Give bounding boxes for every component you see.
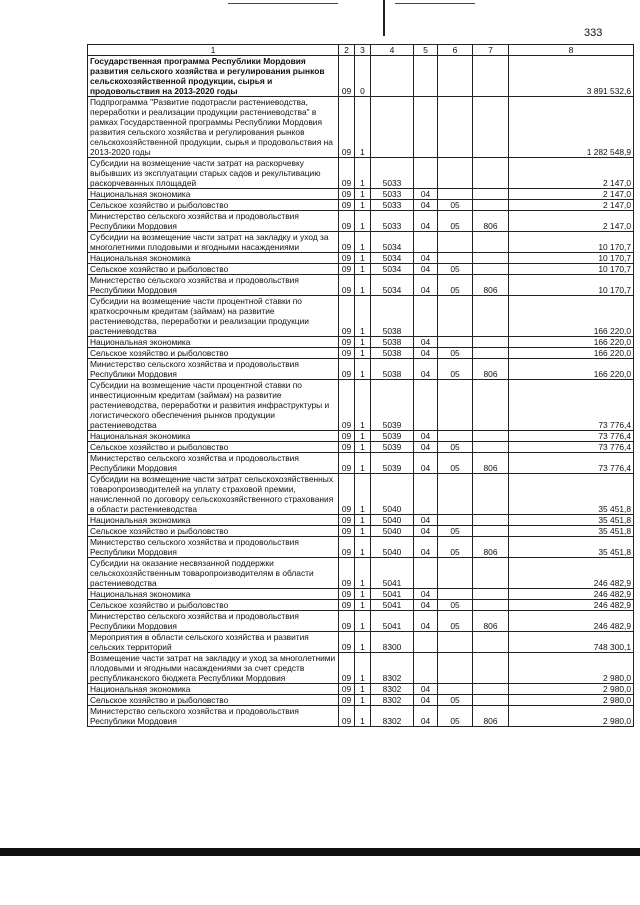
code-cell: 04 (414, 348, 438, 359)
header-row (88, 45, 634, 56)
table-row (88, 706, 634, 727)
amount-cell: 10 170,7 (509, 264, 634, 275)
code-cell: 806 (473, 453, 509, 474)
code-cell: 806 (473, 706, 509, 727)
table-row (88, 296, 634, 337)
code-cell (473, 684, 509, 695)
code-cell (438, 296, 473, 337)
code-cell: 806 (473, 275, 509, 296)
row-name-cell: Министерство сельского хозяйства и продовольствия Республики Мордовия (88, 706, 339, 727)
code-cell: 09 (339, 442, 355, 453)
table-row (88, 515, 634, 526)
code-cell: 09 (339, 695, 355, 706)
code-cell: 09 (339, 359, 355, 380)
table-row (88, 97, 634, 158)
code-cell (473, 158, 509, 189)
code-cell: 09 (339, 211, 355, 232)
code-cell (473, 97, 509, 158)
code-cell: 04 (414, 684, 438, 695)
code-cell: 8302 (371, 684, 414, 695)
table-row (88, 453, 634, 474)
code-cell: 806 (473, 359, 509, 380)
code-cell (438, 97, 473, 158)
code-cell (473, 600, 509, 611)
amount-cell: 246 482,9 (509, 611, 634, 632)
amount-cell: 10 170,7 (509, 253, 634, 264)
amount-cell: 35 451,8 (509, 474, 634, 515)
code-cell: 1 (355, 211, 371, 232)
code-cell (473, 653, 509, 684)
table-row (88, 632, 634, 653)
table-row (88, 232, 634, 253)
amount-cell: 3 891 532,6 (509, 56, 634, 97)
code-cell: 09 (339, 537, 355, 558)
amount-cell: 2 980,0 (509, 653, 634, 684)
code-cell: 5034 (371, 264, 414, 275)
binding-mark (383, 0, 385, 36)
code-cell: 1 (355, 611, 371, 632)
code-cell: 09 (339, 275, 355, 296)
row-name-cell: Мероприятия в области сельского хозяйства и развития сельских территорий (88, 632, 339, 653)
code-cell (473, 200, 509, 211)
code-cell (473, 589, 509, 600)
code-cell: 09 (339, 56, 355, 97)
code-cell (438, 558, 473, 589)
scan-edge-bar (0, 848, 640, 856)
code-cell: 05 (438, 526, 473, 537)
code-cell (438, 474, 473, 515)
code-cell: 09 (339, 232, 355, 253)
code-cell (473, 632, 509, 653)
table-row (88, 348, 634, 359)
table-row (88, 264, 634, 275)
code-cell: 04 (414, 537, 438, 558)
amount-cell: 2 147,0 (509, 189, 634, 200)
code-cell: 09 (339, 431, 355, 442)
code-cell: 09 (339, 296, 355, 337)
code-cell: 1 (355, 474, 371, 515)
code-cell: 1 (355, 442, 371, 453)
row-name-cell: Государственная программа Республики Мордовия развития сельского хозяйства и регулирования рынков сельскохозяйственной продукции, сырья и продовольствия на 2013-2020 годы (88, 56, 339, 97)
code-cell: 806 (473, 537, 509, 558)
table-row (88, 695, 634, 706)
code-cell: 05 (438, 600, 473, 611)
row-name-cell: Субсидии на возмещение части затрат на раскорчевку выбывших из эксплуатации старых садов и рекультивацию раскорчеванных площадей (88, 158, 339, 189)
code-cell (414, 232, 438, 253)
row-name-cell: Национальная экономика (88, 337, 339, 348)
amount-cell: 166 220,0 (509, 296, 634, 337)
table-row (88, 158, 634, 189)
code-cell: 5041 (371, 600, 414, 611)
code-cell (414, 558, 438, 589)
code-cell: 1 (355, 684, 371, 695)
code-cell (414, 56, 438, 97)
code-cell: 1 (355, 158, 371, 189)
amount-cell: 35 451,8 (509, 526, 634, 537)
code-cell: 8300 (371, 632, 414, 653)
amount-cell: 2 147,0 (509, 200, 634, 211)
table-row (88, 526, 634, 537)
code-cell: 1 (355, 695, 371, 706)
code-cell: 09 (339, 264, 355, 275)
code-cell: 1 (355, 431, 371, 442)
code-cell (414, 632, 438, 653)
row-name-cell: Национальная экономика (88, 589, 339, 600)
code-cell (473, 253, 509, 264)
code-cell: 806 (473, 611, 509, 632)
header-cell: 6 (438, 45, 473, 56)
row-name-cell: Сельское хозяйство и рыболовство (88, 442, 339, 453)
code-cell: 09 (339, 526, 355, 537)
amount-cell: 748 300,1 (509, 632, 634, 653)
top-rule-right (395, 3, 475, 4)
code-cell: 05 (438, 200, 473, 211)
table-row (88, 189, 634, 200)
code-cell: 5034 (371, 275, 414, 296)
code-cell: 09 (339, 189, 355, 200)
code-cell: 04 (414, 200, 438, 211)
code-cell: 09 (339, 337, 355, 348)
code-cell (438, 431, 473, 442)
code-cell: 05 (438, 442, 473, 453)
code-cell: 04 (414, 442, 438, 453)
code-cell: 09 (339, 632, 355, 653)
code-cell (438, 189, 473, 200)
code-cell: 5039 (371, 431, 414, 442)
table-row (88, 380, 634, 431)
code-cell: 8302 (371, 695, 414, 706)
row-name-cell: Подпрограмма "Развитие подотрасли растениеводства, переработки и реализации продукции растениеводства" в рамках Государственной программы Республики Мордовия развития сельского хозяйства и регулирования рынков сельскохозяйственной продукции, сырья и продовольствия на 2013-2020 годы (88, 97, 339, 158)
code-cell (473, 558, 509, 589)
code-cell: 1 (355, 337, 371, 348)
amount-cell: 10 170,7 (509, 275, 634, 296)
code-cell (473, 296, 509, 337)
row-name-cell: Субсидии на оказание несвязанной поддержки сельскохозяйственным товаропроизводителям в области растениеводства (88, 558, 339, 589)
code-cell: 05 (438, 453, 473, 474)
amount-cell: 246 482,9 (509, 600, 634, 611)
header-cell: 4 (371, 45, 414, 56)
row-name-cell: Сельское хозяйство и рыболовство (88, 264, 339, 275)
code-cell (438, 56, 473, 97)
code-cell: 1 (355, 453, 371, 474)
code-cell: 04 (414, 431, 438, 442)
code-cell: 1 (355, 264, 371, 275)
code-cell (414, 474, 438, 515)
code-cell: 5038 (371, 296, 414, 337)
code-cell (438, 253, 473, 264)
row-name-cell: Сельское хозяйство и рыболовство (88, 695, 339, 706)
code-cell: 5038 (371, 337, 414, 348)
code-cell (473, 695, 509, 706)
code-cell: 1 (355, 200, 371, 211)
header-cell: 8 (509, 45, 634, 56)
code-cell (438, 232, 473, 253)
code-cell (473, 474, 509, 515)
code-cell (473, 380, 509, 431)
row-name-cell: Субсидии на возмещение части процентной ставки по краткосрочным кредитам (займам) на развитие растениеводства, переработки и реализации продукции растениеводства (88, 296, 339, 337)
code-cell: 04 (414, 189, 438, 200)
table-row (88, 474, 634, 515)
code-cell: 1 (355, 348, 371, 359)
code-cell: 1 (355, 558, 371, 589)
table-row (88, 558, 634, 589)
row-name-cell: Субсидии на возмещение части затрат сельскохозяйственных товаропроизводителей на уплату страховой премии, начисленной по договору сельскохозяйственного страхования в области растениеводства (88, 474, 339, 515)
code-cell: 1 (355, 653, 371, 684)
amount-cell: 73 776,4 (509, 453, 634, 474)
table-row (88, 56, 634, 97)
code-cell: 1 (355, 189, 371, 200)
code-cell: 09 (339, 253, 355, 264)
row-name-cell: Субсидии на возмещение части процентной ставки по инвестиционным кредитам (займам) на развитие растениеводства, переработки и развития инфраструктуры и логистического обеспечения рынков продукции растениеводства (88, 380, 339, 431)
code-cell: 05 (438, 537, 473, 558)
table-row (88, 653, 634, 684)
code-cell: 5034 (371, 253, 414, 264)
code-cell: 1 (355, 253, 371, 264)
table-row (88, 600, 634, 611)
code-cell: 0 (355, 56, 371, 97)
code-cell (438, 632, 473, 653)
code-cell: 5041 (371, 558, 414, 589)
code-cell (438, 515, 473, 526)
code-cell (473, 442, 509, 453)
code-cell: 04 (414, 275, 438, 296)
amount-cell: 166 220,0 (509, 348, 634, 359)
code-cell: 1 (355, 537, 371, 558)
code-cell: 5033 (371, 158, 414, 189)
code-cell: 04 (414, 706, 438, 727)
header-cell: 1 (88, 45, 339, 56)
amount-cell: 2 980,0 (509, 684, 634, 695)
row-name-cell: Сельское хозяйство и рыболовство (88, 348, 339, 359)
code-cell (473, 232, 509, 253)
row-name-cell: Министерство сельского хозяйства и продовольствия Республики Мордовия (88, 359, 339, 380)
code-cell (438, 158, 473, 189)
row-name-cell: Сельское хозяйство и рыболовство (88, 526, 339, 537)
code-cell: 09 (339, 97, 355, 158)
table-row (88, 684, 634, 695)
code-cell: 5033 (371, 211, 414, 232)
code-cell (438, 684, 473, 695)
code-cell: 1 (355, 600, 371, 611)
amount-cell: 73 776,4 (509, 431, 634, 442)
amount-cell: 2 980,0 (509, 706, 634, 727)
code-cell: 09 (339, 453, 355, 474)
code-cell: 5038 (371, 348, 414, 359)
code-cell: 04 (414, 337, 438, 348)
code-cell: 05 (438, 264, 473, 275)
amount-cell: 166 220,0 (509, 337, 634, 348)
amount-cell: 35 451,8 (509, 537, 634, 558)
header-cell: 3 (355, 45, 371, 56)
code-cell: 5038 (371, 359, 414, 380)
row-name-cell: Национальная экономика (88, 253, 339, 264)
code-cell: 1 (355, 632, 371, 653)
code-cell: 05 (438, 695, 473, 706)
code-cell: 806 (473, 211, 509, 232)
code-cell (414, 653, 438, 684)
code-cell: 1 (355, 589, 371, 600)
code-cell (371, 97, 414, 158)
code-cell: 05 (438, 348, 473, 359)
code-cell: 04 (414, 515, 438, 526)
code-cell: 5040 (371, 526, 414, 537)
amount-cell: 10 170,7 (509, 232, 634, 253)
code-cell: 04 (414, 600, 438, 611)
code-cell: 09 (339, 348, 355, 359)
code-cell (438, 380, 473, 431)
header-cell: 5 (414, 45, 438, 56)
row-name-cell: Национальная экономика (88, 515, 339, 526)
code-cell: 09 (339, 474, 355, 515)
code-cell (473, 515, 509, 526)
code-cell: 09 (339, 600, 355, 611)
code-cell: 09 (339, 558, 355, 589)
header-cell: 2 (339, 45, 355, 56)
page-number: 333 (584, 27, 603, 39)
code-cell: 1 (355, 706, 371, 727)
code-cell (438, 337, 473, 348)
table-row (88, 359, 634, 380)
code-cell: 09 (339, 158, 355, 189)
code-cell: 05 (438, 611, 473, 632)
amount-cell: 2 147,0 (509, 211, 634, 232)
row-name-cell: Сельское хозяйство и рыболовство (88, 200, 339, 211)
code-cell (438, 653, 473, 684)
table-row (88, 200, 634, 211)
table-row (88, 211, 634, 232)
code-cell: 5033 (371, 189, 414, 200)
code-cell: 5039 (371, 442, 414, 453)
row-name-cell: Министерство сельского хозяйства и продовольствия Республики Мордовия (88, 275, 339, 296)
amount-cell: 73 776,4 (509, 380, 634, 431)
amount-cell: 2 147,0 (509, 158, 634, 189)
table-row (88, 337, 634, 348)
code-cell: 05 (438, 359, 473, 380)
amount-cell: 246 482,9 (509, 558, 634, 589)
code-cell: 1 (355, 515, 371, 526)
table-row (88, 611, 634, 632)
row-name-cell: Министерство сельского хозяйства и продовольствия Республики Мордовия (88, 611, 339, 632)
code-cell: 04 (414, 695, 438, 706)
code-cell (414, 97, 438, 158)
code-cell: 5039 (371, 380, 414, 431)
table-row (88, 253, 634, 264)
code-cell (414, 296, 438, 337)
code-cell (473, 431, 509, 442)
code-cell: 04 (414, 359, 438, 380)
code-cell (473, 337, 509, 348)
row-name-cell: Субсидии на возмещение части затрат на закладку и уход за многолетними плодовыми и ягодными насаждениями (88, 232, 339, 253)
code-cell: 1 (355, 97, 371, 158)
code-cell: 5040 (371, 515, 414, 526)
amount-cell: 246 482,9 (509, 589, 634, 600)
code-cell (371, 56, 414, 97)
code-cell: 04 (414, 611, 438, 632)
code-cell: 8302 (371, 706, 414, 727)
row-name-cell: Министерство сельского хозяйства и продовольствия Республики Мордовия (88, 537, 339, 558)
code-cell: 04 (414, 453, 438, 474)
row-name-cell: Министерство сельского хозяйства и продовольствия Республики Мордовия (88, 453, 339, 474)
code-cell: 05 (438, 706, 473, 727)
row-name-cell: Национальная экономика (88, 431, 339, 442)
code-cell: 1 (355, 359, 371, 380)
row-name-cell: Министерство сельского хозяйства и продовольствия Республики Мордовия (88, 211, 339, 232)
code-cell: 09 (339, 611, 355, 632)
table-row (88, 442, 634, 453)
code-cell: 05 (438, 211, 473, 232)
code-cell: 09 (339, 653, 355, 684)
code-cell: 5034 (371, 232, 414, 253)
code-cell (473, 348, 509, 359)
code-cell: 09 (339, 589, 355, 600)
code-cell: 05 (438, 275, 473, 296)
code-cell: 09 (339, 200, 355, 211)
code-cell: 1 (355, 296, 371, 337)
code-cell (473, 56, 509, 97)
code-cell: 04 (414, 211, 438, 232)
amount-cell: 35 451,8 (509, 515, 634, 526)
code-cell: 1 (355, 526, 371, 537)
row-name-cell: Национальная экономика (88, 684, 339, 695)
row-name-cell: Сельское хозяйство и рыболовство (88, 600, 339, 611)
code-cell: 5040 (371, 474, 414, 515)
code-cell: 09 (339, 706, 355, 727)
code-cell (473, 264, 509, 275)
code-cell: 04 (414, 264, 438, 275)
code-cell: 5041 (371, 611, 414, 632)
amount-cell: 166 220,0 (509, 359, 634, 380)
code-cell: 04 (414, 589, 438, 600)
code-cell: 5040 (371, 537, 414, 558)
code-cell: 09 (339, 684, 355, 695)
code-cell: 8302 (371, 653, 414, 684)
code-cell (438, 589, 473, 600)
code-cell: 5041 (371, 589, 414, 600)
top-rule-left (228, 3, 338, 4)
code-cell: 09 (339, 515, 355, 526)
code-cell: 5039 (371, 453, 414, 474)
code-cell (414, 380, 438, 431)
row-name-cell: Национальная экономика (88, 189, 339, 200)
row-name-cell: Возмещение части затрат на закладку и уход за многолетними плодовыми и ягодными насаждениями за счет средств республиканского бюджета Республики Мордовия (88, 653, 339, 684)
header-cell: 7 (473, 45, 509, 56)
code-cell: 5033 (371, 200, 414, 211)
table-row (88, 275, 634, 296)
budget-table (87, 44, 634, 727)
amount-cell: 2 980,0 (509, 695, 634, 706)
table-row (88, 589, 634, 600)
amount-cell: 1 282 548,9 (509, 97, 634, 158)
code-cell: 1 (355, 380, 371, 431)
code-cell: 1 (355, 275, 371, 296)
code-cell: 09 (339, 380, 355, 431)
code-cell (414, 158, 438, 189)
code-cell: 1 (355, 232, 371, 253)
table-row (88, 537, 634, 558)
code-cell: 04 (414, 526, 438, 537)
code-cell (473, 526, 509, 537)
code-cell (473, 189, 509, 200)
table-row (88, 431, 634, 442)
amount-cell: 73 776,4 (509, 442, 634, 453)
code-cell: 04 (414, 253, 438, 264)
